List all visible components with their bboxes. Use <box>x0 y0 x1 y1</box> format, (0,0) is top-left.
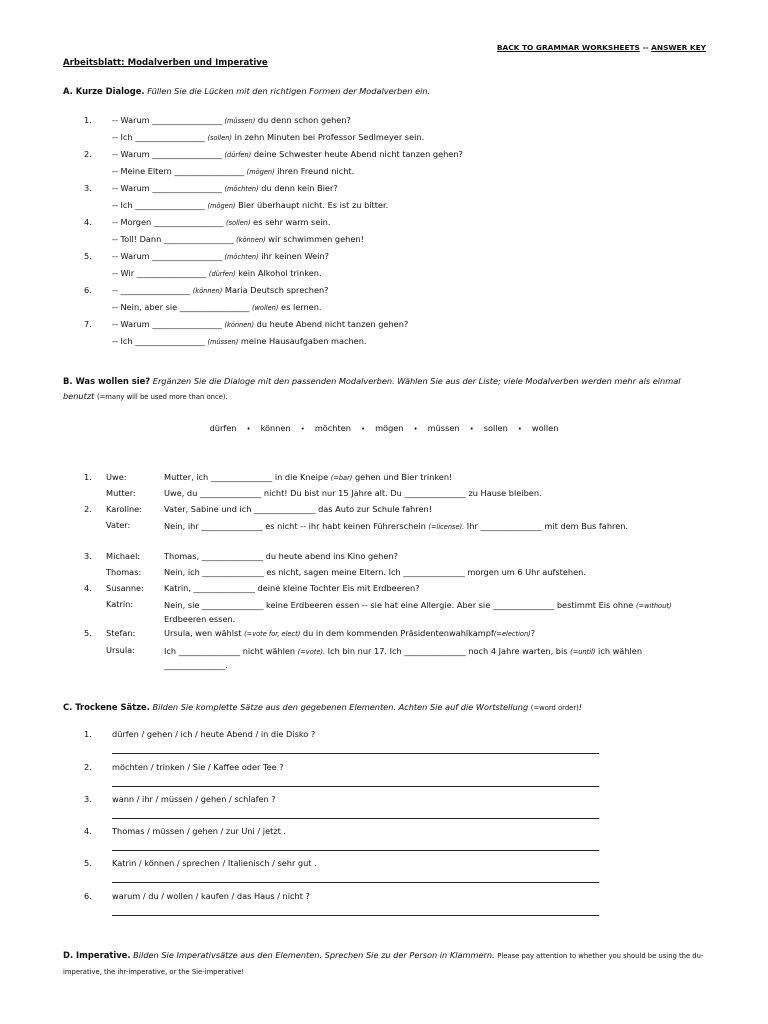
dialog-line-a <box>112 184 338 194</box>
speaker: Vater: <box>106 520 131 530</box>
sentence-elements: möchten / trinken / Sie / Kaffee oder Tee ? <box>112 762 284 772</box>
dialog-line: Vater, Sabine und ich _______________ das Auto zur Schule fahren! <box>164 504 432 514</box>
dialog-text: ? <box>530 628 536 638</box>
speaker: Michael: <box>106 551 141 561</box>
bullet-icon: • <box>469 425 474 433</box>
bullet-icon: • <box>300 425 305 433</box>
dialog-text: gehen und Bier trinken! <box>354 472 453 482</box>
dialog-text: Ihr _______________ mit dem Bus fahren. <box>466 521 629 531</box>
dialog-text: in zehn Minuten bei Professor Sedlmeyer sein. <box>234 132 425 142</box>
worksheet-title: Arbeitsblatt: Modalverben und Imperative <box>63 58 268 68</box>
gloss: (=license). <box>428 523 465 531</box>
item-number: 3. <box>84 794 92 804</box>
dialog-line-a <box>112 150 463 160</box>
dialog-line-b <box>112 201 388 211</box>
speaker: Katrin: <box>106 599 134 609</box>
section-d-instructions: Bilden Sie Imperativsätze aus den Elementen. Sprechen Sie zu der Person in Klammern. <box>133 950 495 960</box>
section-c-note: (=word order) <box>530 704 579 712</box>
answer-line[interactable] <box>112 753 599 754</box>
item-number: 3. <box>84 183 92 193</box>
dialog-text: du in dem kommenden Präsidentenwahlkampf <box>302 628 494 638</box>
dialog-line: Uwe, du _______________ nicht! Du bist nur 15 Jahre alt. Du _______________ zu Hause bleiben. <box>164 488 542 498</box>
dialog-text: Ich bin nur 17. Ich _______________ noch 4 Jahre warten, bis <box>327 646 568 656</box>
dialog-line <box>164 599 699 626</box>
item-number: 1. <box>84 115 92 125</box>
sentence-elements: wann / ihr / müssen / gehen / schlafen ? <box>112 794 276 804</box>
word-sollen: sollen <box>483 423 508 433</box>
dialog-text: -- Meine Eltern _________________ <box>112 166 245 176</box>
section-b-instructions: Ergänzen Sie die Dialoge mit den passenden Modalverben. Wählen Sie aus der Liste; viele Modalverben werden mehr als einmal benutzt <box>63 376 681 401</box>
section-a-heading <box>63 84 713 99</box>
answer-key-link[interactable]: ANSWER KEY <box>651 43 706 52</box>
speaker: Susanne: <box>106 583 144 593</box>
dialog-text: -- Warum _________________ <box>112 115 222 125</box>
verb-hint: (können) <box>236 236 266 244</box>
bullet-icon: • <box>517 425 522 433</box>
dialog-text: -- _________________ <box>112 285 191 295</box>
item-number: 5. <box>84 251 92 261</box>
dialog-line-a <box>112 286 329 296</box>
dialog-text: -- Warum _________________ <box>112 149 222 159</box>
item-number: 6. <box>84 891 92 901</box>
dialog-number: 5. <box>84 628 92 638</box>
verb-hint: (mögen) <box>207 202 236 210</box>
modal-verb-list <box>0 424 768 434</box>
dialog-line-b <box>112 269 322 279</box>
dialog-line-a <box>112 320 408 330</box>
dialog-line: Nein, ich _______________ es nicht, sagen meine Eltern. Ich _______________ morgen um 6 Uhr aufstehen. <box>164 567 586 577</box>
dialog-text: meine Hausaufgaben machen. <box>240 336 367 346</box>
verb-hint: (müssen) <box>224 117 256 125</box>
word-moegen: mögen <box>375 423 404 433</box>
section-d-note: Please pay attention to whether you should be using the du-imperative, the ihr-imperative, or the Sie-imperative! <box>63 952 704 976</box>
dialog-text: -- Toll! Dann _________________ <box>112 234 234 244</box>
gloss: (=vote). <box>297 648 326 656</box>
dialog-text: -- Warum _________________ <box>112 251 222 261</box>
verb-hint: (dürfen) <box>224 151 252 159</box>
dialog-text: Bier überhaupt nicht. Es ist zu bitter. <box>238 200 389 210</box>
dialog-line <box>164 473 452 483</box>
item-number: 7. <box>84 319 92 329</box>
top-links <box>497 44 706 53</box>
dialog-text: -- Nein, aber sie _________________ <box>112 302 250 312</box>
verb-hint: (können) <box>224 321 255 329</box>
section-a-label: A. Kurze Dialoge. <box>63 86 145 96</box>
bullet-icon: • <box>246 425 251 433</box>
word-duerfen: dürfen <box>209 423 237 433</box>
dialog-line-b <box>112 133 424 143</box>
section-c-tail: ! <box>578 702 583 712</box>
dialog-line-a <box>112 218 330 228</box>
gloss: (=without) <box>635 602 672 610</box>
dialog-text: -- Ich _________________ <box>112 336 205 346</box>
item-number: 6. <box>84 285 92 295</box>
dialog-number: 2. <box>84 504 92 514</box>
gloss: (=vote for, elect) <box>244 630 301 638</box>
speaker: Thomas: <box>106 567 142 577</box>
answer-line[interactable] <box>112 786 599 787</box>
dialog-text: -- Morgen _________________ <box>112 217 224 227</box>
sentence-elements: warum / du / wollen / kaufen / das Haus / nicht ? <box>112 891 310 901</box>
word-moechten: möchten <box>314 423 351 433</box>
section-b-heading <box>63 374 713 405</box>
dialog-text: -- Warum _________________ <box>112 319 222 329</box>
dialog-text: ihren Freund nicht. <box>277 166 355 176</box>
section-d-label: D. Imperative. <box>63 950 131 960</box>
speaker: Ursula: <box>106 645 135 655</box>
dialog-line <box>164 629 535 639</box>
item-number: 4. <box>84 217 92 227</box>
verb-hint: (möchten) <box>224 253 259 261</box>
verb-hint: (möchten) <box>224 185 259 193</box>
dialog-text: du heute Abend nicht tanzen gehen? <box>256 319 409 329</box>
dialog-text: Erdbeeren essen. <box>164 614 236 624</box>
dialog-line-a <box>112 252 329 262</box>
speaker: Mutter: <box>106 488 136 498</box>
verb-hint: (dürfen) <box>208 270 236 278</box>
bullet-icon: • <box>413 425 418 433</box>
word-wollen: wollen <box>531 423 559 433</box>
dialog-line-b <box>112 235 364 245</box>
dialog-text: es sehr warm sein. <box>253 217 331 227</box>
dialog-line: Katrin, _______________ deine kleine Tochter Eis mit Erdbeeren? <box>164 583 420 593</box>
section-c-label: C. Trockene Sätze. <box>63 702 150 712</box>
dialog-text: Mutter, ich _______________ in die Kneipe <box>164 472 329 482</box>
dialog-text: es lernen. <box>281 302 322 312</box>
verb-hint: (sollen) <box>207 134 232 142</box>
dialog-text: ich wählen _______________. <box>164 646 643 670</box>
dialog-line: Thomas, _______________ du heute abend ins Kino gehen? <box>164 551 398 561</box>
dialog-line-b <box>112 167 354 177</box>
dialog-line-b <box>112 337 367 347</box>
dialog-text: -- Wir _________________ <box>112 268 207 278</box>
section-a-instructions: Füllen Sie die Lücken mit den richtigen Formen der Modalverben ein. <box>147 86 431 96</box>
dialog-line <box>164 645 699 672</box>
dialog-text: du denn kein Bier? <box>261 183 338 193</box>
section-c-instructions: Bilden Sie komplette Sätze aus den gegebenen Elementen. Achten Sie auf die Wortstellung <box>152 702 529 712</box>
item-number: 2. <box>84 149 92 159</box>
dialog-line <box>164 520 699 534</box>
sentence-elements: dürfen / gehen / ich / heute Abend / in die Disko ? <box>112 729 316 739</box>
answer-line[interactable] <box>112 818 599 819</box>
dialog-text: Ich _______________ nicht wählen <box>164 646 296 656</box>
section-b-note: (=many will be used more than once). <box>96 393 228 401</box>
gloss: (=bar) <box>330 474 353 482</box>
dialog-text: ihr keinen Wein? <box>261 251 329 261</box>
dialog-text: -- Ich _________________ <box>112 200 205 210</box>
sentence-elements: Thomas / müssen / gehen / zur Uni / jetzt . <box>112 826 287 836</box>
dialog-text: Maria Deutsch sprechen? <box>224 285 329 295</box>
item-number: 2. <box>84 762 92 772</box>
dialog-number: 3. <box>84 551 92 561</box>
dialog-line-a <box>112 116 351 126</box>
answer-line[interactable] <box>112 850 599 851</box>
speaker: Karoline: <box>106 504 142 514</box>
speaker: Uwe: <box>106 472 127 482</box>
links-separator: -- <box>642 43 649 52</box>
gloss: (=until) <box>570 648 596 656</box>
dialog-text: -- Ich _________________ <box>112 132 205 142</box>
section-c-heading <box>63 700 713 716</box>
dialog-text: deine Schwester heute Abend nicht tanzen gehen? <box>253 149 463 159</box>
dialog-text: kein Alkohol trinken. <box>238 268 322 278</box>
dialog-text: wir schwimmen gehen! <box>268 234 364 244</box>
dialog-text: Ursula, wen wählst <box>164 628 242 638</box>
verb-hint: (müssen) <box>207 338 239 346</box>
bullet-icon: • <box>360 425 366 433</box>
verb-hint: (wollen) <box>251 304 279 312</box>
answer-line[interactable] <box>112 915 599 916</box>
section-d-heading <box>63 948 713 980</box>
dialog-text: Nein, sie _______________ keine Erdbeeren essen -- sie hat eine Allergie. Aber sie _______________ bestimmt Eis ohne <box>164 600 634 610</box>
dialog-text: Nein, ihr _______________ es nicht -- ihr habt keinen Führerschein <box>164 521 426 531</box>
item-number: 5. <box>84 858 92 868</box>
word-muessen: müssen <box>427 423 460 433</box>
item-number: 1. <box>84 729 92 739</box>
answer-line[interactable] <box>112 882 599 883</box>
item-number: 4. <box>84 826 92 836</box>
verb-hint: (sollen) <box>226 219 251 227</box>
verb-hint: (können) <box>192 287 223 295</box>
dialog-number: 1. <box>84 472 92 482</box>
dialog-number: 4. <box>84 583 92 593</box>
sentence-elements: Katrin / können / sprechen / Italienisch / sehr gut . <box>112 858 317 868</box>
verb-hint: (mögen) <box>246 168 275 176</box>
speaker: Stefan: <box>106 628 136 638</box>
back-to-grammar-worksheets-link[interactable]: BACK TO GRAMMAR WORKSHEETS <box>496 43 640 52</box>
dialog-text: -- Warum _________________ <box>112 183 222 193</box>
dialog-text: du denn schon gehen? <box>257 115 351 125</box>
gloss: (=election) <box>493 630 531 638</box>
word-koennen: können <box>260 423 291 433</box>
dialog-line-b <box>112 303 322 313</box>
section-b-label: B. Was wollen sie? <box>63 376 151 386</box>
